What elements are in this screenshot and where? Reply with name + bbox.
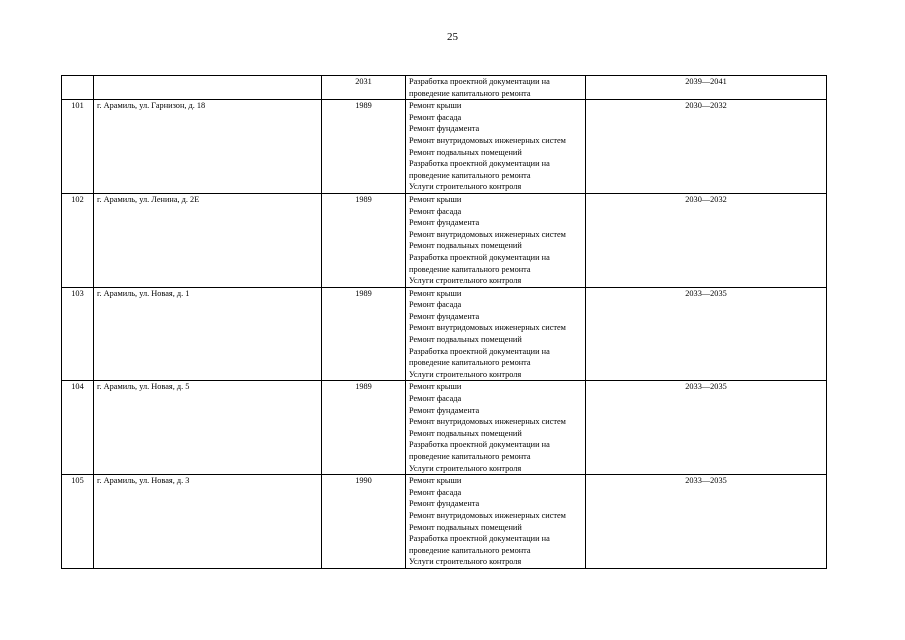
work-item: Ремонт крыши (409, 194, 462, 204)
address-cell: г. Арамиль, ул. Новая, д. 1 (94, 287, 322, 381)
work-item: Ремонт фасада (409, 487, 462, 497)
works-cell (406, 76, 586, 100)
work-item: проведение капитального ремонта (409, 452, 531, 461)
work-item: Ремонт подвальных помещений (409, 335, 522, 345)
work-item: Ремонт внутридомовых инженерных систем (409, 417, 566, 427)
work-item: Ремонт фундамента (409, 499, 480, 509)
year-cell: 1989 (322, 287, 406, 381)
work-item: Услуги строительного контроля (409, 276, 522, 286)
year-cell: 1989 (322, 100, 406, 194)
work-item: проведение капитального ремонта (409, 358, 531, 368)
period-cell: 2033—2035 (586, 287, 827, 381)
year-cell: 1989 (322, 381, 406, 475)
row-number-cell (62, 76, 94, 100)
period-cell: 2033—2035 (586, 381, 827, 475)
work-item: проведение капитального ремонта (409, 545, 531, 555)
period-cell: 2039—2041 (586, 76, 827, 100)
work-item: Ремонт внутридомовых инженерных систем (409, 229, 566, 239)
page-number: 25 (447, 31, 458, 43)
period-cell: 2033—2035 (586, 475, 827, 569)
work-item: Разработка проектной документации на (409, 77, 550, 86)
work-item: Разработка проектной документации на (409, 346, 550, 356)
work-item: Разработка проектной документации на (409, 159, 550, 169)
row-number-cell: 103 (62, 287, 94, 381)
work-item: проведение капитального ремонта (409, 170, 531, 180)
work-item: Ремонт фундамента (409, 405, 480, 415)
work-item: Ремонт крыши (409, 101, 462, 111)
table-body (62, 76, 827, 569)
work-item: проведение капитального ремонта (409, 88, 531, 98)
work-item: Разработка проектной документации на (409, 534, 550, 544)
works-cell (406, 381, 586, 475)
work-item: Ремонт внутридомовых инженерных систем (409, 135, 566, 145)
works-cell (406, 193, 586, 287)
period-cell: 2030—2032 (586, 193, 827, 287)
work-item: Ремонт фасада (409, 112, 462, 122)
table-row (62, 100, 827, 194)
table-row (62, 76, 827, 100)
work-item: Разработка проектной документации на (409, 252, 550, 262)
work-item: Ремонт подвальных помещений (409, 241, 522, 251)
work-item: проведение капитального ремонта (409, 264, 531, 274)
table-row (62, 193, 827, 287)
table-row (62, 475, 827, 569)
work-item: Ремонт фасада (409, 206, 462, 216)
address-cell: г. Арамиль, ул. Новая, д. 3 (94, 475, 322, 569)
address-cell: г. Арамиль, ул. Ленина, д. 2Е (94, 193, 322, 287)
work-item: Ремонт фундамента (409, 124, 480, 134)
repair-program-table (61, 75, 827, 569)
work-item: Ремонт крыши (409, 476, 462, 486)
work-item: Услуги строительного контроля (409, 369, 522, 379)
year-cell: 1990 (322, 475, 406, 569)
works-cell (406, 100, 586, 194)
row-number-cell: 104 (62, 381, 94, 475)
work-item: Услуги строительного контроля (409, 463, 522, 473)
address-cell: г. Арамиль, ул. Гарнизон, д. 18 (94, 100, 322, 194)
work-item: Ремонт фундамента (409, 311, 480, 321)
table-row (62, 381, 827, 475)
work-item: Услуги строительного контроля (409, 557, 522, 567)
work-item: Услуги строительного контроля (409, 182, 522, 192)
works-cell (406, 475, 586, 569)
work-item: Ремонт фасада (409, 394, 462, 404)
row-number-cell: 101 (62, 100, 94, 194)
work-item: Разработка проектной документации на (409, 440, 550, 450)
works-cell (406, 287, 586, 381)
address-cell (94, 76, 322, 100)
work-item: Ремонт подвальных помещений (409, 428, 522, 438)
work-item: Ремонт фундамента (409, 218, 480, 228)
address-cell: г. Арамиль, ул. Новая, д. 5 (94, 381, 322, 475)
work-item: Ремонт крыши (409, 382, 462, 392)
period-cell: 2030—2032 (586, 100, 827, 194)
table-row (62, 287, 827, 381)
work-item: Ремонт фасада (409, 300, 462, 310)
year-cell: 1989 (322, 193, 406, 287)
work-item: Ремонт внутридомовых инженерных систем (409, 323, 566, 333)
work-item: Ремонт подвальных помещений (409, 522, 522, 532)
work-item: Ремонт подвальных помещений (409, 147, 522, 157)
work-item: Ремонт крыши (409, 288, 462, 298)
row-number-cell: 105 (62, 475, 94, 569)
work-item: Ремонт внутридомовых инженерных систем (409, 510, 566, 520)
row-number-cell: 102 (62, 193, 94, 287)
year-cell: 2031 (322, 76, 406, 100)
